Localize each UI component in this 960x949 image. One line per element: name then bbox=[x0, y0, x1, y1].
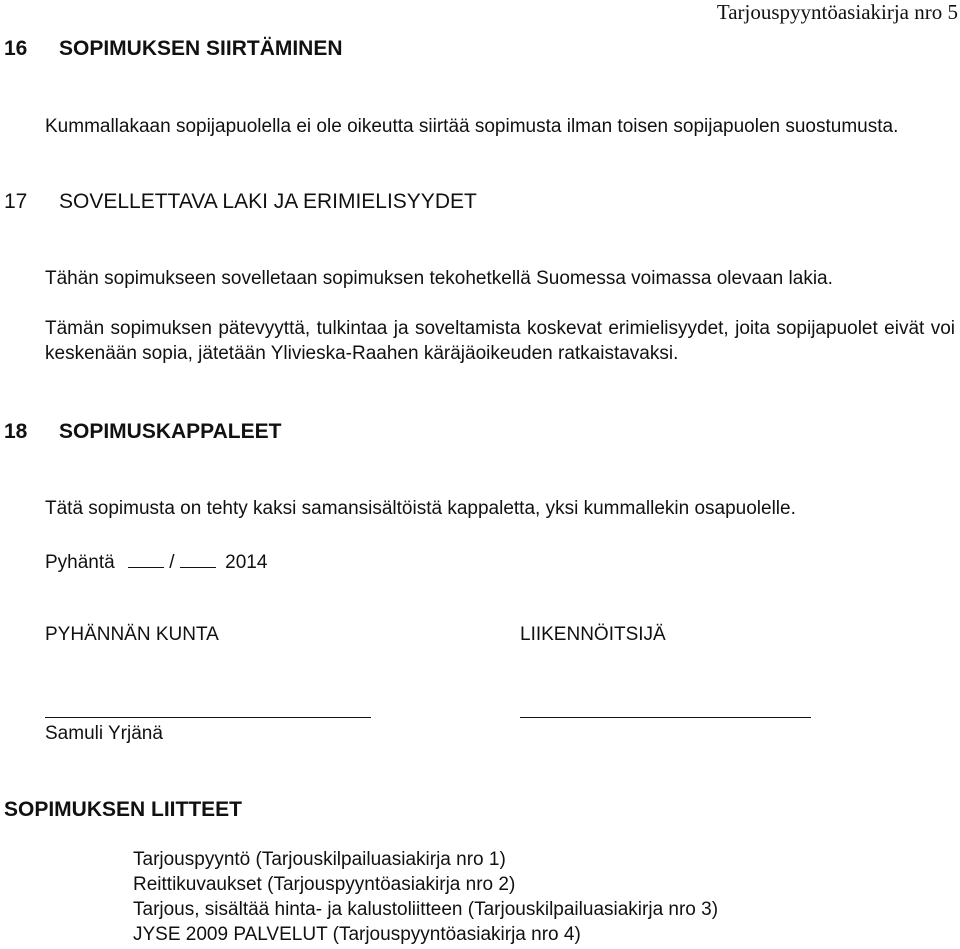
section-17-title: SOVELLETTAVA LAKI JA ERIMIELISYYDET bbox=[59, 190, 477, 213]
section-18-title: SOPIMUSKAPPALEET bbox=[59, 420, 282, 443]
signing-date-line bbox=[45, 548, 267, 574]
section-16-number: 16 bbox=[4, 37, 28, 60]
signing-place: Pyhäntä bbox=[45, 552, 115, 573]
attachments-title: SOPIMUKSEN LIITTEET bbox=[4, 798, 243, 821]
party-left: PYHÄNNÄN KUNTA bbox=[45, 624, 219, 645]
section-18-number: 18 bbox=[4, 420, 28, 443]
party-right: LIIKENNÖITSIJÄ bbox=[520, 624, 666, 645]
section-17-paragraph-2: Tämän sopimuksen pätevyyttä, tulkintaa ja soveltamista koskevat erimielisyydet, joita sopijapuolet eivät voi keskenään sopia, jätetään Ylivieska-Raahen käräjäoikeuden ratkaistavaksi. bbox=[45, 318, 955, 364]
section-17-paragraph-1: Tähän sopimukseen sovelletaan sopimuksen tekohetkellä Suomessa voimassa olevaan lakia. bbox=[45, 268, 833, 289]
attachment-item-2: Reittikuvaukset (Tarjouspyyntöasiakirja nro 2) bbox=[133, 874, 516, 895]
month-blank bbox=[180, 548, 216, 568]
attachment-item-1: Tarjouspyyntö (Tarjouskilpailuasiakirja nro 1) bbox=[133, 849, 506, 870]
section-17-number: 17 bbox=[4, 190, 28, 213]
signing-year: 2014 bbox=[225, 552, 268, 573]
attachment-item-4: JYSE 2009 PALVELUT (Tarjouspyyntöasiakirja nro 4) bbox=[133, 924, 581, 945]
day-blank bbox=[128, 548, 164, 568]
attachment-item-3: Tarjous, sisältää hinta- ja kalustoliitteen (Tarjouskilpailuasiakirja nro 3) bbox=[133, 899, 719, 920]
date-separator: / bbox=[169, 552, 175, 573]
section-16-title: SOPIMUKSEN SIIRTÄMINEN bbox=[59, 37, 343, 60]
section-18-paragraph: Tätä sopimusta on tehty kaksi samansisältöistä kappaletta, yksi kummallekin osapuolelle. bbox=[45, 498, 796, 519]
section-16-paragraph: Kummallakaan sopijapuolella ei ole oikeutta siirtää sopimusta ilman toisen sopijapuolen suostumusta. bbox=[45, 116, 899, 137]
document-label: Tarjouspyyntöasiakirja nro 5 bbox=[716, 0, 958, 24]
signature-line-right bbox=[520, 717, 811, 718]
signatory-left: Samuli Yrjänä bbox=[45, 723, 163, 744]
signature-line-left bbox=[45, 717, 371, 718]
